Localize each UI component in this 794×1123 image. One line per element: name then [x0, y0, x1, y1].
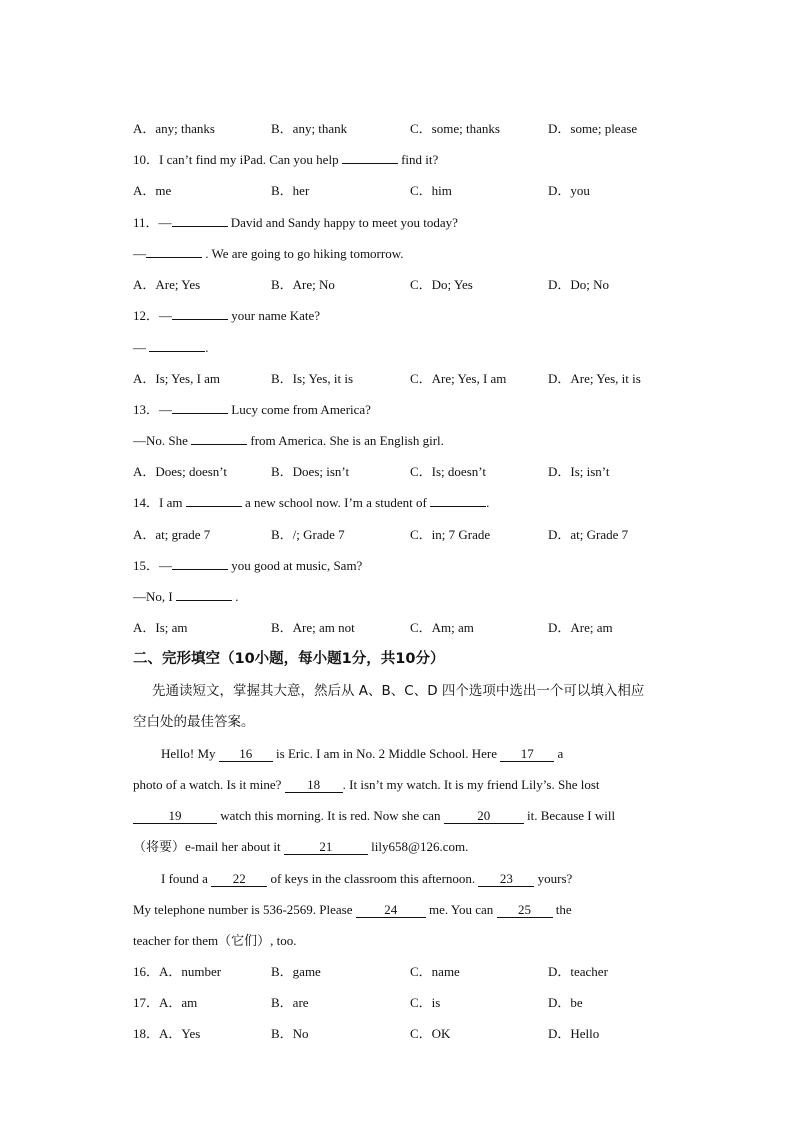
q11-line1: 11．— David and Sandy happy to meet you today?: [133, 215, 458, 230]
option: C．Do; Yes: [410, 277, 473, 292]
answer-blank: [146, 257, 202, 258]
numbered-blank: 21: [284, 839, 368, 855]
option: D．Are; Yes, it is: [548, 371, 641, 386]
answer-blank: [172, 569, 228, 570]
option: D．you: [548, 183, 590, 198]
option: A．me: [133, 183, 172, 198]
option: B．are: [271, 995, 309, 1010]
option: D．teacher: [548, 964, 608, 979]
option: B．Is; Yes, it is: [271, 371, 353, 386]
option: B．Does; isn’t: [271, 464, 350, 479]
numbered-blank: 18: [285, 777, 343, 793]
numbered-blank: 25: [497, 902, 553, 918]
option: 16．A．number: [133, 964, 222, 979]
answer-blank: [149, 351, 205, 352]
passage-line: photo of a watch. Is it mine? 18 . It isn’t my watch. It is my friend Lily’s. She lost: [133, 777, 600, 792]
option: A．Does; doesn’t: [133, 464, 228, 479]
instruction-line-2: 空白处的最佳答案。: [133, 714, 255, 730]
option: A．Are; Yes: [133, 277, 201, 292]
option: D．Hello: [548, 1026, 600, 1041]
option: D．Is; isn’t: [548, 464, 610, 479]
option: C．Am; am: [410, 620, 474, 635]
numbered-blank: 16: [219, 746, 273, 762]
passage-line: （将要）e-mail her about it 21 lily658@126.com.: [133, 839, 469, 854]
numbered-blank: 22: [211, 871, 267, 887]
numbered-blank: 19: [133, 808, 217, 824]
option: C．some; thanks: [410, 121, 500, 136]
option: C．Is; doesn’t: [410, 464, 486, 479]
option: 17．A．am: [133, 995, 198, 1010]
option: D．Are; am: [548, 620, 613, 635]
q13-line1: 13．— Lucy come from America?: [133, 402, 371, 417]
answer-blank: [430, 506, 486, 507]
answer-blank: [172, 319, 228, 320]
passage-line: 19 watch this morning. It is red. Now she can 20 it. Because I will: [133, 807, 615, 825]
numbered-blank: 23: [478, 871, 534, 887]
instruction-line-1: 先通读短文，掌握其大意，然后从 A、B、C、D 四个选项中选出一个可以填入相应: [152, 683, 645, 699]
option: B．game: [271, 964, 321, 979]
q12-line1: 12．— your name Kate?: [133, 308, 321, 323]
section-heading: 二、完形填空（10小题，每小题1分，共10分）: [133, 651, 445, 667]
option: C．Are; Yes, I am: [410, 371, 507, 386]
option: B．any; thank: [271, 121, 348, 136]
option: D．be: [548, 995, 583, 1010]
answer-blank: [342, 163, 398, 164]
q14-stem: 14．I am a new school now. I’m a student of .: [133, 495, 490, 510]
numbered-blank: 17: [500, 746, 554, 762]
q13-line2: —No. She from America. She is an English girl.: [133, 433, 444, 448]
option: B．No: [271, 1026, 309, 1041]
option: C．is: [410, 995, 441, 1010]
answer-blank: [172, 413, 228, 414]
option: D．at; Grade 7: [548, 527, 629, 542]
answer-blank: [176, 600, 232, 601]
answer-blank: [191, 444, 247, 445]
option: A．at; grade 7: [133, 527, 211, 542]
option: B．Are; am not: [271, 620, 355, 635]
option: A．any; thanks: [133, 121, 215, 136]
option: C．him: [410, 183, 452, 198]
option: A．Is; Yes, I am: [133, 371, 221, 386]
answer-blank: [186, 506, 242, 507]
option: C．name: [410, 964, 460, 979]
passage-line: My telephone number is 536-2569. Please 24 me. You can 25 the: [133, 902, 572, 917]
option: C．in; 7 Grade: [410, 527, 491, 542]
option: B．Are; No: [271, 277, 335, 292]
option: D．Do; No: [548, 277, 610, 292]
passage-line: I found a 22 of keys in the classroom this afternoon. 23 yours?: [161, 871, 573, 886]
option: A．Is; am: [133, 620, 188, 635]
q10-stem: 10．I can’t find my iPad. Can you help find it?: [133, 152, 439, 167]
option: C．OK: [410, 1026, 451, 1041]
passage-line: Hello! My 16 is Eric. I am in No. 2 Middle School. Here 17 a: [161, 746, 564, 761]
answer-blank: [172, 226, 228, 227]
option: B．/; Grade 7: [271, 527, 345, 542]
passage-line: teacher for them（它们）, too.: [133, 933, 297, 948]
option: D．some; please: [548, 121, 638, 136]
numbered-blank: 20: [444, 808, 524, 824]
option: 18．A．Yes: [133, 1026, 201, 1041]
numbered-blank: 24: [356, 902, 426, 918]
q12-line2: — .: [133, 340, 209, 355]
q11-line2: — . We are going to go hiking tomorrow.: [133, 246, 404, 261]
q15-line2: —No, I .: [133, 589, 239, 604]
q15-line1: 15．— you good at music, Sam?: [133, 558, 363, 573]
option: B．her: [271, 183, 310, 198]
